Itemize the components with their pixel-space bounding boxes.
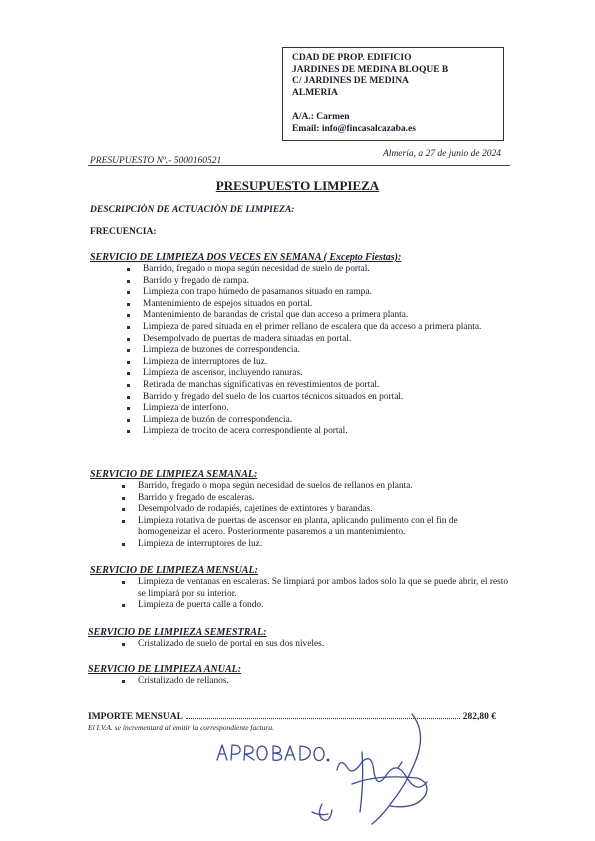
handwritten-signature-icon	[212, 712, 452, 827]
list-item: Barrido y fregado del suelo de los cuartos técnicos situados en portal.	[125, 392, 510, 404]
service-list	[120, 481, 510, 551]
list-item: Barrido, fregado o mopa según necesidad de suelos de rellanos en planta.	[120, 481, 510, 493]
section-title: SERVICIO DE LIMPIEZA DOS VECES EN SEMANA ( Excepto Fiestas):	[90, 252, 402, 263]
budget-reference: PRESUPUESTO Nº.- 5000160521	[90, 156, 222, 166]
vat-note: El I.V.A. se incrementará al emitir la correspondiente factura.	[88, 723, 274, 732]
section-title: SERVICIO DE LIMPIEZA ANUAL:	[88, 664, 242, 675]
list-item: Barrido y fregado de rampa.	[125, 276, 510, 288]
list-item: Barrido, fregado o mopa según necesidad de suelo de portal.	[125, 264, 510, 276]
list-item: Limpieza de interruptores de luz.	[120, 539, 510, 551]
address-line: CDAD DE PROP. EDIFICIO	[292, 53, 412, 63]
address-line: C/ JARDINES DE MEDINA	[292, 76, 409, 87]
total-label: IMPORTE MENSUAL	[88, 712, 183, 722]
list-item: Mantenimiento de espejos situados en portal.	[125, 299, 510, 311]
list-item: Limpieza de pared situada en el primer rellano de escalera que da acceso a primera planta.	[125, 322, 510, 334]
total-amount: 282,80 €	[462, 712, 496, 722]
address-line: JARDINES DE MEDINA BLOQUE B	[292, 64, 449, 75]
list-item: Limpieza de ascensor, incluyendo ranuras.	[125, 368, 510, 380]
service-list	[125, 264, 510, 438]
attention-line: A/A.: Carmen	[292, 112, 350, 123]
service-list	[120, 577, 510, 612]
document-date: Almería, a 27 de junio de 2024	[383, 149, 501, 159]
approval-signature	[212, 712, 452, 832]
list-item: Limpieza de interfono.	[125, 403, 510, 415]
section-title: SERVICIO DE LIMPIEZA SEMANAL:	[90, 469, 258, 480]
list-item: Desempolvado de rodapiés, cajetines de extintores y barandas.	[120, 504, 510, 516]
list-item: Cristalizado de suelo de portal en sus dos niveles.	[120, 639, 510, 651]
list-item: Limpieza de trocito de acera correspondiente al portal.	[125, 426, 510, 438]
list-item: Limpieza de interruptores de luz.	[125, 357, 510, 369]
list-item: Limpieza de ventanas en escaleras. Se limpiará por ambos lados solo la que se puede abrir, el resto se limpiará por su interior.	[120, 577, 510, 600]
list-item: Mantenimiento de barandas de cristal que dan acceso a primera planta.	[125, 310, 510, 322]
list-item: Limpieza de buzones de correspondencia.	[125, 345, 510, 357]
document-title: PRESUPUESTO LIMPIEZA	[215, 178, 380, 193]
email-line: Email: info@fincasalcazaba.es	[292, 123, 416, 134]
service-list	[120, 639, 510, 651]
address-line: ALMERIA	[292, 87, 338, 98]
list-item: Desempolvado de puertas de madera situadas en portal.	[125, 334, 510, 346]
service-list	[120, 676, 510, 688]
list-item: Limpieza rotativa de puertas de ascensor en planta, aplicando pulimento con el fin de homogeneizar el acero. Posteriormente pasaremos a un mantenimiento.	[120, 516, 510, 539]
list-item: Barrido y fregado de escaleras.	[120, 493, 510, 505]
section-title: SERVICIO DE LIMPIEZA SEMESTRAL:	[88, 627, 267, 638]
list-item: Limpieza de buzón de correspondencia.	[125, 415, 510, 427]
section-title: SERVICIO DE LIMPIEZA MENSUAL:	[90, 565, 258, 576]
list-item: Limpieza con trapo húmedo de pasamanos situado en rampa.	[125, 287, 510, 299]
recipient-address-box	[282, 47, 504, 141]
header-divider	[88, 165, 510, 166]
description-heading: DESCRIPCIÒN DE ACTUACIÒN DE LIMPIEZA:	[90, 205, 295, 215]
frequency-heading: FRECUENCIA:	[90, 227, 157, 237]
list-item: Retirada de manchas significativas en revestimientos de portal.	[125, 380, 510, 392]
list-item: Cristalizado de rellanos.	[120, 676, 510, 688]
list-item: Limpieza de puerta calle a fondo.	[120, 600, 510, 612]
